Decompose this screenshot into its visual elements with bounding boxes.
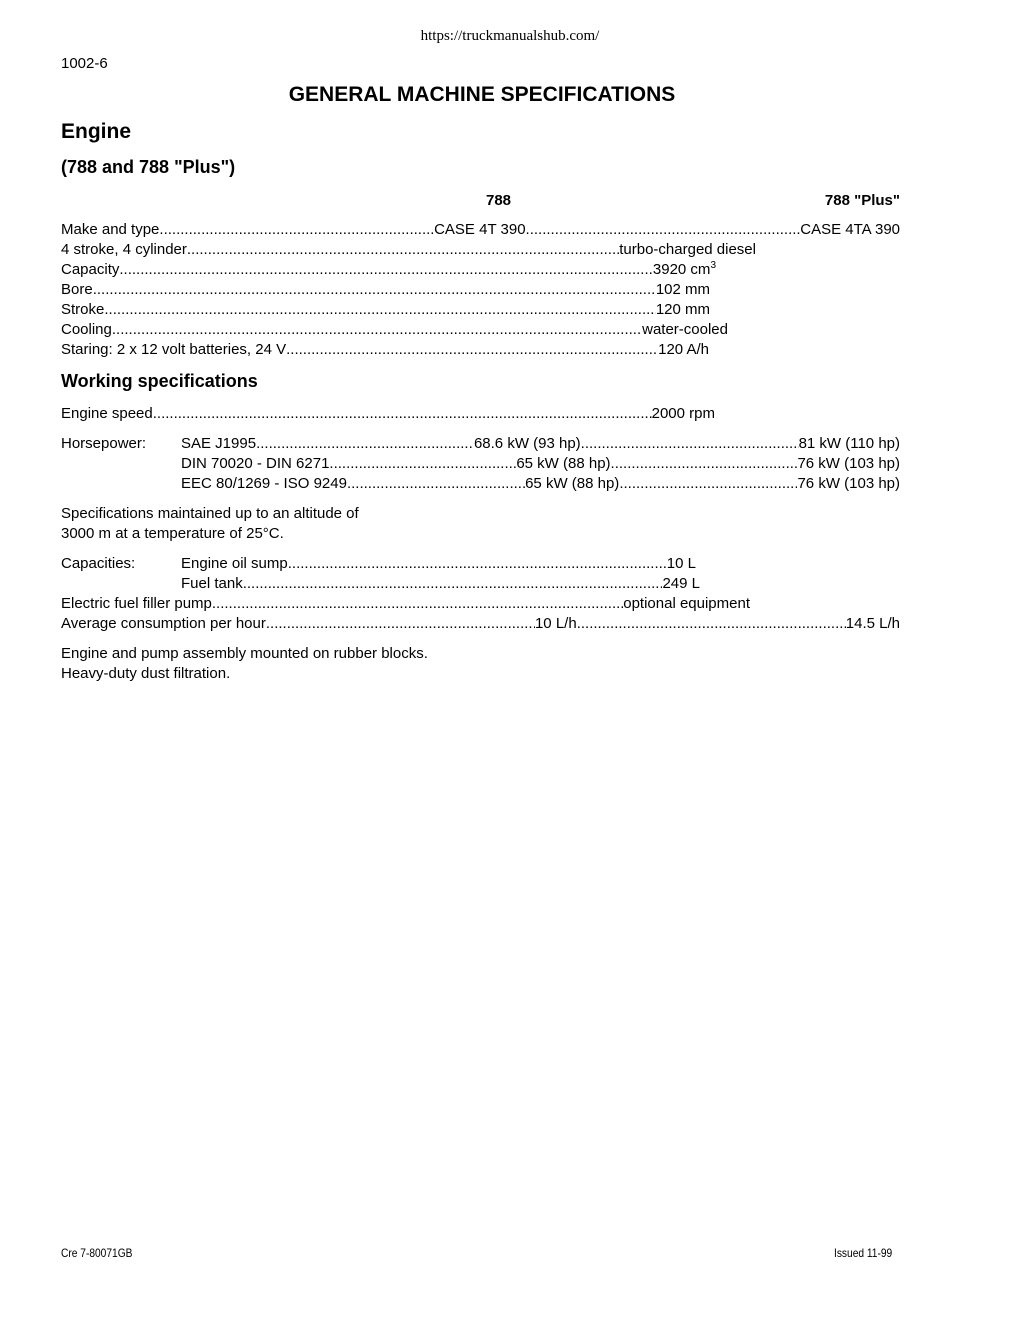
spec-row-fuel-tank bbox=[181, 574, 700, 594]
footer-issue-date: Issued 11-99 bbox=[834, 1246, 893, 1260]
leader-dots bbox=[347, 474, 525, 494]
spec-row-capacity bbox=[61, 260, 716, 280]
hp-value-788-plus: 81 kW (110 hp) bbox=[798, 435, 900, 452]
spec-row-cooling bbox=[61, 320, 728, 340]
source-url: https://truckmanualshub.com/ bbox=[420, 28, 600, 44]
leader-dots bbox=[611, 454, 798, 474]
leader-dots bbox=[288, 554, 667, 574]
spec-label: Capacity bbox=[61, 261, 120, 278]
spec-value-788-plus: CASE 4TA 390 bbox=[800, 221, 901, 238]
page-number: 1002-6 bbox=[61, 55, 108, 72]
column-header-788: 788 bbox=[486, 192, 512, 209]
spec-label: Stroke bbox=[61, 301, 105, 318]
hp-value-788: 65 kW (88 hp) bbox=[525, 475, 620, 492]
spec-row-make bbox=[61, 220, 900, 240]
hp-value-788: 68.6 kW (93 hp) bbox=[473, 435, 581, 452]
horsepower-row-eec bbox=[181, 474, 900, 494]
spec-value: optional equipment bbox=[623, 595, 750, 612]
spec-label: Engine speed bbox=[61, 405, 153, 422]
spec-label: Cooling bbox=[61, 321, 112, 338]
altitude-note-line-1: Specifications maintained up to an altitude of bbox=[61, 505, 359, 522]
horsepower-label: Horsepower: bbox=[61, 435, 147, 452]
horsepower-row-sae bbox=[181, 434, 900, 454]
capacities-label: Capacities: bbox=[61, 555, 136, 572]
leader-dots bbox=[619, 474, 797, 494]
horsepower-row-din bbox=[181, 454, 900, 474]
spec-label: Electric fuel filler pump bbox=[61, 595, 212, 612]
leader-dots bbox=[119, 260, 653, 280]
spec-row-fuel-pump bbox=[61, 594, 750, 614]
leader-dots bbox=[93, 280, 656, 300]
spec-row-bore bbox=[61, 280, 710, 300]
spec-value: 3920 $cm^3$ bbox=[652, 260, 716, 278]
leader-dots bbox=[329, 454, 516, 474]
spec-label: Make and type bbox=[61, 221, 160, 238]
spec-value: 120 mm bbox=[655, 301, 710, 318]
leader-dots bbox=[243, 574, 663, 594]
hp-standard: EEC 80/1269 - ISO 9249 bbox=[181, 475, 347, 492]
spec-row-stroke bbox=[61, 300, 710, 320]
spec-value: 102 mm bbox=[655, 281, 710, 298]
spec-value: 249 L bbox=[662, 575, 700, 592]
section-heading-working: Working specifications bbox=[61, 371, 258, 391]
models-heading: (788 and 788 "Plus") bbox=[61, 157, 236, 177]
spec-label: Engine oil sump bbox=[181, 555, 288, 572]
spec-row-oil-sump bbox=[181, 554, 696, 574]
spec-value: turbo-charged diesel bbox=[619, 241, 756, 258]
hp-value-788-plus: 76 kW (103 hp) bbox=[797, 475, 901, 492]
leader-dots bbox=[153, 404, 652, 424]
spec-row-consumption bbox=[61, 614, 900, 634]
leader-dots bbox=[286, 340, 658, 360]
leader-dots bbox=[187, 240, 619, 260]
spec-row-cylinders bbox=[61, 240, 756, 260]
note-line-1: Engine and pump assembly mounted on rubber blocks. bbox=[61, 645, 428, 662]
leader-dots bbox=[256, 434, 474, 454]
spec-value-788: CASE 4T 390 bbox=[434, 221, 526, 238]
spec-value-788: 10 L/h bbox=[534, 615, 577, 632]
leader-dots bbox=[577, 614, 846, 634]
leader-dots bbox=[526, 220, 801, 240]
spec-value: water-cooled bbox=[642, 321, 728, 338]
page-title: GENERAL MACHINE SPECIFICATIONS bbox=[288, 83, 676, 106]
section-heading-engine: Engine bbox=[61, 120, 132, 143]
spec-label: Bore bbox=[61, 281, 93, 298]
leader-dots bbox=[112, 320, 642, 340]
column-header-788-plus: 788 "Plus" bbox=[824, 192, 900, 209]
leader-dots bbox=[581, 434, 799, 454]
spec-value-788-plus: 14.5 L/h bbox=[845, 615, 901, 632]
hp-value-788-plus: 76 kW (103 hp) bbox=[797, 455, 900, 472]
hp-standard: SAE J1995 bbox=[181, 435, 257, 452]
leader-dots bbox=[104, 300, 655, 320]
leader-dots bbox=[266, 614, 535, 634]
spec-value: 2000 rpm bbox=[651, 405, 715, 422]
hp-standard: DIN 70020 - DIN 6271 bbox=[181, 455, 330, 472]
spec-label: Staring: 2 x 12 volt batteries, 24 V bbox=[61, 341, 287, 358]
hp-value-788: 65 kW (88 hp) bbox=[516, 455, 611, 472]
footer-document-code: Cre 7-80071GB bbox=[61, 1246, 133, 1260]
spec-value: 10 L bbox=[666, 555, 696, 572]
leader-dots bbox=[212, 594, 623, 614]
spec-value: 120 A/h bbox=[658, 341, 709, 358]
leader-dots bbox=[159, 220, 434, 240]
spec-label: Fuel tank bbox=[181, 575, 243, 592]
spec-row-engine-speed bbox=[61, 404, 715, 424]
note-line-2: Heavy-duty dust filtration. bbox=[61, 665, 231, 682]
spec-label: 4 stroke, 4 cylinder bbox=[61, 241, 187, 258]
spec-label: Average consumption per hour bbox=[61, 615, 266, 632]
altitude-note-line-2: 3000 m at a temperature of 25°C. bbox=[61, 525, 284, 542]
spec-row-starting bbox=[61, 340, 709, 360]
